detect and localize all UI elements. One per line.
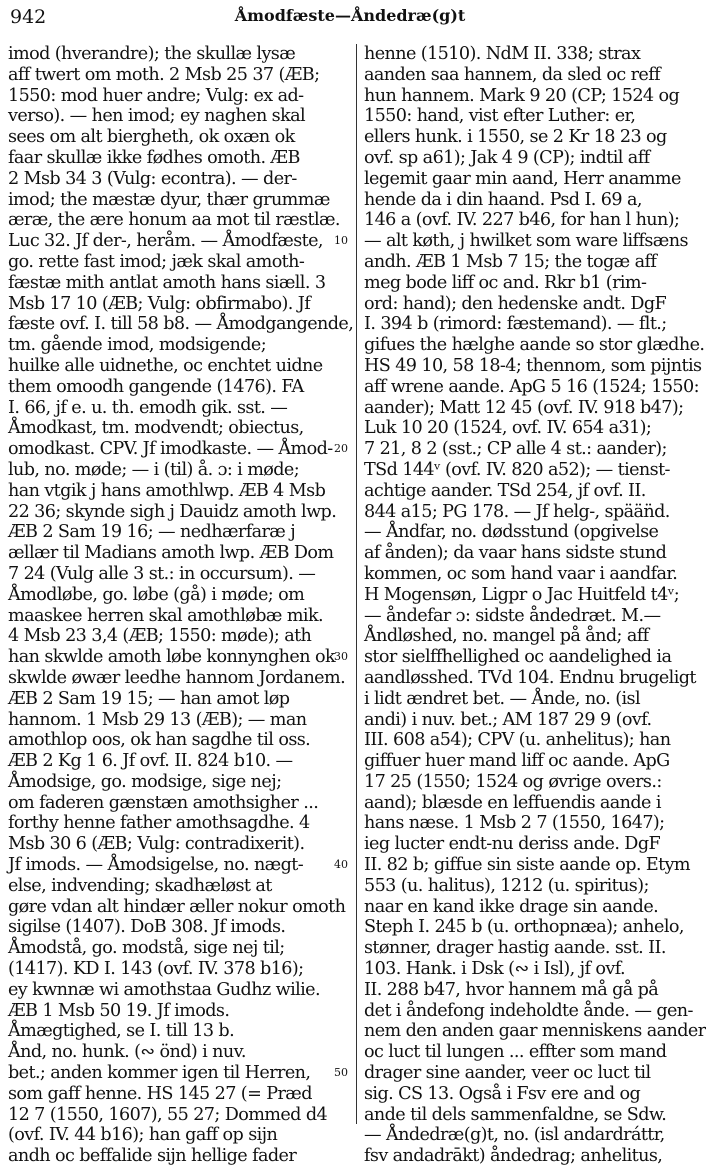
text-line: kommen, oc som hand vaar i aandfar. — [364, 563, 678, 584]
text-line: achtige aander. TSd 254, jf ovf. II. — [364, 480, 646, 501]
text-line: Åmodstå, go. modstå, sige nej til; — [8, 938, 285, 959]
text-line: ande til dels sammenfaldne, se Sdw. — [364, 1104, 667, 1125]
text-line: Msb 30 6 (ÆB; Vulg: contradixerit). — [8, 834, 305, 855]
text-line: det i åndefong indeholdte ånde. — gen- — [364, 1000, 693, 1021]
text-line: 4 Msb 23 3,4 (ÆB; 1550: møde); ath — [8, 626, 312, 647]
text-line: Åmodkast, tm. modvendt; obiectus, — [8, 418, 304, 439]
text-line: 1550: hand, vist efter Luther: er, — [364, 106, 636, 127]
text-line: naar en kand ikke drage sin aande. — [364, 896, 659, 917]
text-line: Jf imods. — Åmodsigelse, no. nægt- — [8, 855, 304, 876]
text-line: sigilse (1407). DoB 308. Jf imods. — [8, 917, 286, 938]
text-line: hun hannem. Mark 9 20 (CP; 1524 og — [364, 85, 680, 106]
text-line: H Mogensøn, Ligpr o Jac Huitfeld t4ᵛ; — [364, 584, 680, 605]
text-line: else, indvending; skadhæløst at — [8, 875, 272, 896]
text-line: III. 608 a54); CPV (u. anhelitus); han — [364, 730, 671, 751]
text-line: gøre vdan alt hindær æller nokur omoth — [8, 896, 346, 917]
text-line: imod (hverandre); the skullæ lysæ — [8, 44, 296, 64]
text-line: aand); blæsde en leffuendis aande i — [364, 792, 661, 813]
text-line: hende da i din haand. Psd I. 69 a, — [364, 189, 642, 210]
text-line: ord: hand); den hedenske andt. DgF — [364, 293, 667, 314]
text-line: nem den anden gaar menniskens aander — [364, 1021, 706, 1042]
column-gutter — [334, 44, 364, 1124]
text-line: 17 25 (1550; 1524 og øvrige overs.: — [364, 771, 662, 792]
text-line: 7 24 (Vulg alle 3 st.: in occursum). — — [8, 563, 316, 584]
text-line: ællær til Madians amoth lwp. ÆB Dom — [8, 543, 334, 564]
text-line: — åndefar ɔ: sidste åndedræt. M.— — [364, 605, 661, 626]
text-line: Åmægtighed, se I. till 13 b. — [8, 1021, 235, 1042]
page-header — [10, 4, 690, 30]
text-line: stor sielffhellighed oc aandelighed ia — [364, 647, 672, 668]
text-line: huilke alle uidnethe, oc enchtet uidne — [8, 355, 323, 376]
text-line: andh. ÆB 1 Msb 7 15; the togæ aff — [364, 251, 657, 272]
text-line: hans næse. 1 Msb 2 7 (1550, 1647); — [364, 813, 665, 834]
text-line: 7 21, 8 2 (sst.; CP alle 4 st.: aander); — [364, 439, 667, 460]
text-line: — alt køth, j hwilket som ware liffsæns — [364, 231, 688, 252]
text-line: giffuer huer mand liff oc aande. ApG — [364, 751, 670, 772]
text-line: 146 a (ovf. IV. 227 b46, for han l hun); — [364, 210, 680, 231]
text-line: Åmodløbe, go. løbe (gå) i møde; om — [8, 584, 305, 605]
text-line: andi) i nuv. bet.; AM 187 29 9 (ovf. — [364, 709, 652, 730]
text-line: ovf. sp a61); Jak 4 9 (CP); indtil aff — [364, 147, 650, 168]
text-line: (ovf. IV. 44 b16); han gaff op sijn — [8, 1125, 278, 1146]
text-line: hannom. 1 Msb 29 13 (ÆB); — man — [8, 709, 307, 730]
text-line: ieg lucter endt-nu deriss ande. DgF — [364, 834, 661, 855]
text-line: han vtgik j hans amothlwp. ÆB 4 Msb — [8, 480, 326, 501]
text-line: Luk 10 20 (1524, ovf. IV. 654 a31); — [364, 418, 652, 439]
text-line: andh oc beffalide sijn hellige fader — [8, 1146, 297, 1167]
text-line: ÆB 2 Sam 19 15; — han amot løp — [8, 688, 290, 709]
running-head: Åmodfæste—Åndedræ(g)t — [234, 6, 466, 25]
text-line: tm. gående imod, modsigende; — [8, 335, 267, 356]
text-line: æræ, the ære honum aa mot til ræstlæ. — [8, 210, 340, 231]
text-line: sees om alt biergheth, ok oxæn ok — [8, 127, 295, 148]
text-line: imod; the mæstæ dyur, thær grummæ — [8, 189, 330, 210]
text-line: ÆB 2 Sam 19 16; — nedhærfaræ j — [8, 522, 296, 543]
text-line: ellers hunk. i 1550, se 2 Kr 18 23 og — [364, 127, 667, 148]
text-line: faar skullæ ikke fødhes omoth. ÆB — [8, 147, 300, 168]
column-rule — [356, 44, 357, 1124]
text-line: sig. CS 13. Også i Fsv ere and og — [364, 1083, 641, 1104]
text-line: Steph I. 245 b (u. orthopnæa); anhelo, — [364, 917, 684, 938]
text-line: ey kwnnæ wi amothstaa Gudhz wilie. — [8, 979, 320, 1000]
text-line: skwlde øwær leedhe hannom Jordanem. — [8, 667, 346, 688]
text-line: af ånden); da vaar hans sidste stund — [364, 543, 667, 564]
text-line: aandløsshed. TVd 104. Endnu brugeligt — [364, 667, 696, 688]
text-line: — Åndedræ(g)t, no. (isl andardráttr, — [364, 1125, 665, 1146]
text-line: henne (1510). NdM II. 338; strax — [364, 44, 641, 64]
text-line: TSd 144ᵛ (ovf. IV. 820 a52); — tienst- — [364, 459, 670, 480]
text-line: (1417). KD I. 143 (ovf. IV. 378 b16); — [8, 959, 304, 980]
text-line: ÆB 2 Kg 1 6. Jf ovf. II. 824 b10. — — [8, 751, 293, 772]
text-line: Åmodsige, go. modsige, sige nej; — [8, 771, 282, 792]
text-line: fsv andadrākt) åndedrag; anhelitus, — [364, 1146, 663, 1167]
text-line: bet.; anden kommer igen til Herren, — [8, 1063, 311, 1084]
text-line: I. 394 b (rimord: fæstemand). — flt.; — [364, 314, 667, 335]
text-line: 12 7 (1550, 1607), 55 27; Dommed d4 — [8, 1104, 328, 1125]
text-line: han skwlde amoth løbe konnynghen ok — [8, 647, 336, 668]
text-line: maaskee herren skal amothløbæ mik. — [8, 605, 324, 626]
text-line: aff twert om moth. 2 Msb 25 37 (ÆB; — [8, 64, 320, 85]
text-line: 553 (u. halitus), 1212 (u. spiritus); — [364, 875, 649, 896]
text-line: amothlop oos, ok han sagdhe til oss. — [8, 730, 311, 751]
text-line: them omoodh gangende (1476). FA — [8, 376, 304, 397]
text-line: 844 a15; PG 178. — Jf helg-, spään̈d. — [364, 501, 670, 522]
text-line: stønner, drager hastig aande. sst. II. — [364, 938, 666, 959]
text-line: Msb 17 10 (ÆB; Vulg: obfirmabo). Jf — [8, 293, 311, 314]
text-line: aander); Matt 12 45 (ovf. IV. 918 b47); — [364, 397, 684, 418]
text-line: 103. Hank. i Dsk (∾ i Isl), jf ovf. — [364, 959, 626, 980]
line-number: 20 — [334, 442, 348, 455]
text-line: som gaff henne. HS 145 27 (= Præd — [8, 1083, 312, 1104]
text-line: forthy henne father amothsagdhe. 4 — [8, 813, 310, 834]
text-line: i lidt ændret bet. — Ånde, no. (isl — [364, 688, 640, 709]
text-line: lub, no. møde; — i (til) å. ɔ: i møde; — [8, 459, 300, 480]
text-line: gifues the hælghe aande so stor glædhe. — [364, 335, 705, 356]
text-line: fæste ovf. I. till 58 b8. — Åmodgangende, — [8, 314, 354, 335]
text-line: I. 66, jf e. u. th. emodh gik. sst. — — [8, 397, 288, 418]
text-line: Ånd, no. hunk. (∾ önd) i nuv. — [8, 1042, 246, 1063]
text-line: 22 36; skynde sigh j Dauidz amoth lwp. — [8, 501, 337, 522]
text-line: omodkast. CPV. Jf imodkaste. — Åmod- — [8, 439, 333, 460]
text-line: ÆB 1 Msb 50 19. Jf imods. — [8, 1000, 230, 1021]
text-line: HS 49 10, 58 18-4; thennom, som pijntis — [364, 355, 702, 376]
text-line: II. 288 b47, hvor hannem må gå på — [364, 979, 659, 1000]
page-number: 942 — [10, 6, 47, 28]
line-number: 10 — [334, 234, 348, 247]
text-line: 1550: mod huer andre; Vulg: ex ad- — [8, 85, 304, 106]
right-column — [364, 44, 706, 1167]
text-line: II. 82 b; giffue sin siste aande op. Etym — [364, 855, 690, 876]
text-line: aff wrene aande. ApG 5 16 (1524; 1550: — [364, 376, 699, 397]
text-line: legemit gaar min aand, Herr anamme — [364, 168, 681, 189]
line-number: 50 — [334, 1066, 348, 1079]
text-line: drager sine aander, veer oc luct til — [364, 1063, 651, 1084]
text-line: oc luct til lungen ... effter som mand — [364, 1042, 667, 1063]
text-line: Luc 32. Jf der-, heråm. — Åmodfæste, — [8, 231, 323, 252]
text-line: om faderen gænstæn amothsigher ... — [8, 792, 319, 813]
line-number: 40 — [334, 858, 348, 871]
text-line: — Åndfar, no. dødsstund (opgivelse — [364, 522, 659, 543]
text-line: aanden saa hannem, da sled oc reff — [364, 64, 661, 85]
text-line: go. rette fast imod; jæk skal amoth- — [8, 251, 305, 272]
text-line: meg bode liff oc and. Rkr b1 (rim- — [364, 272, 647, 293]
text-line: fæstæ mith antlat amoth hans siæll. 3 — [8, 272, 326, 293]
text-line: Åndløshed, no. mangel på ånd; aff — [364, 626, 649, 647]
line-number: 30 — [334, 650, 348, 663]
text-line: 2 Msb 34 3 (Vulg: econtra). — der- — [8, 168, 297, 189]
text-line: verso). — hen imod; ey naghen skal — [8, 106, 306, 127]
